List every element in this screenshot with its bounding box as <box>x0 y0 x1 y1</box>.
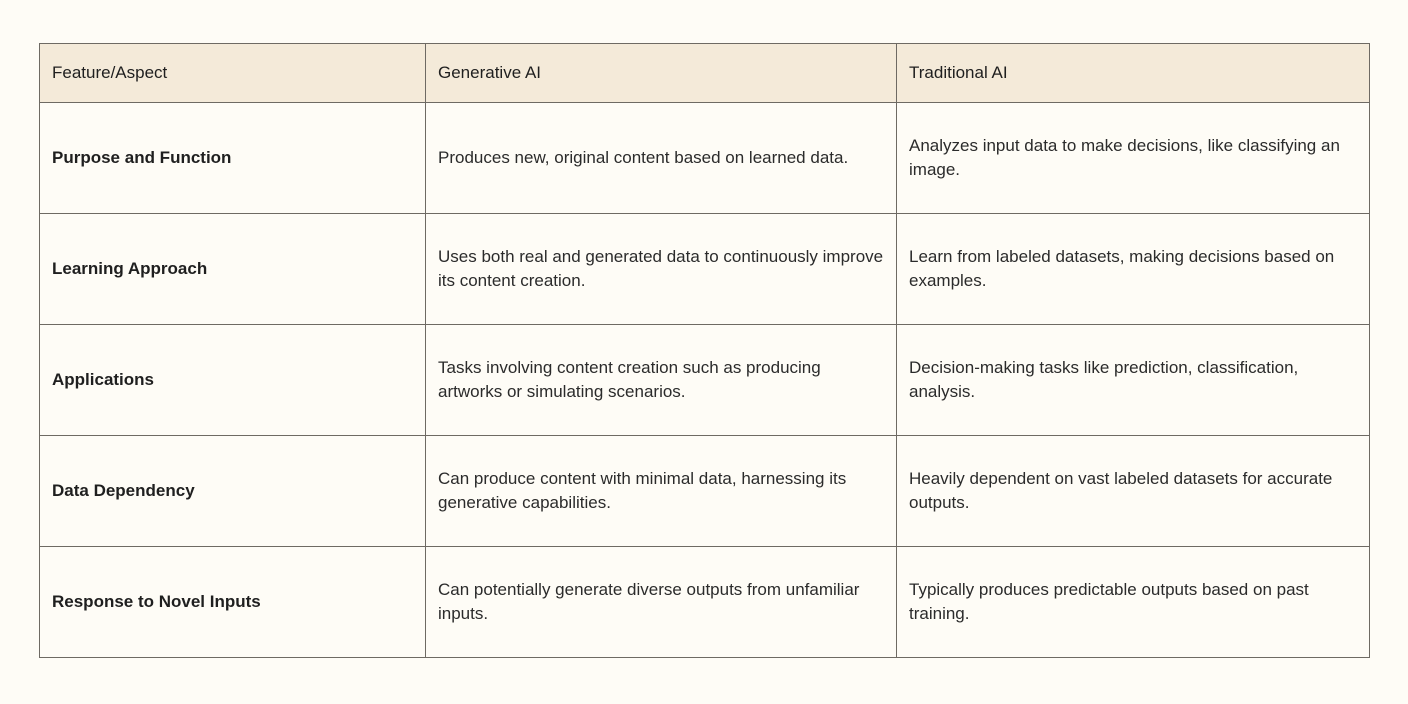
traditional-cell: Analyzes input data to make decisions, like classifying an image. <box>897 103 1370 214</box>
comparison-table <box>39 43 1370 658</box>
generative-cell: Uses both real and generated data to continuously improve its content creation. <box>426 214 897 325</box>
feature-cell: Response to Novel Inputs <box>40 547 426 658</box>
traditional-cell: Typically produces predictable outputs based on past training. <box>897 547 1370 658</box>
feature-cell: Applications <box>40 325 426 436</box>
traditional-cell: Decision-making tasks like prediction, classification, analysis. <box>897 325 1370 436</box>
table-header-row <box>40 44 1370 103</box>
header-traditional-ai: Traditional AI <box>897 44 1370 103</box>
feature-cell: Purpose and Function <box>40 103 426 214</box>
generative-cell: Can potentially generate diverse outputs from unfamiliar inputs. <box>426 547 897 658</box>
table-row <box>40 325 1370 436</box>
table-row <box>40 547 1370 658</box>
generative-cell: Can produce content with minimal data, harnessing its generative capabilities. <box>426 436 897 547</box>
traditional-cell: Learn from labeled datasets, making decisions based on examples. <box>897 214 1370 325</box>
feature-cell: Data Dependency <box>40 436 426 547</box>
generative-cell: Tasks involving content creation such as producing artworks or simulating scenarios. <box>426 325 897 436</box>
header-generative-ai: Generative AI <box>426 44 897 103</box>
traditional-cell: Heavily dependent on vast labeled datasets for accurate outputs. <box>897 436 1370 547</box>
header-feature: Feature/Aspect <box>40 44 426 103</box>
comparison-table-container <box>39 43 1369 658</box>
table-row <box>40 214 1370 325</box>
table-row <box>40 436 1370 547</box>
table-row <box>40 103 1370 214</box>
feature-cell: Learning Approach <box>40 214 426 325</box>
generative-cell: Produces new, original content based on learned data. <box>426 103 897 214</box>
